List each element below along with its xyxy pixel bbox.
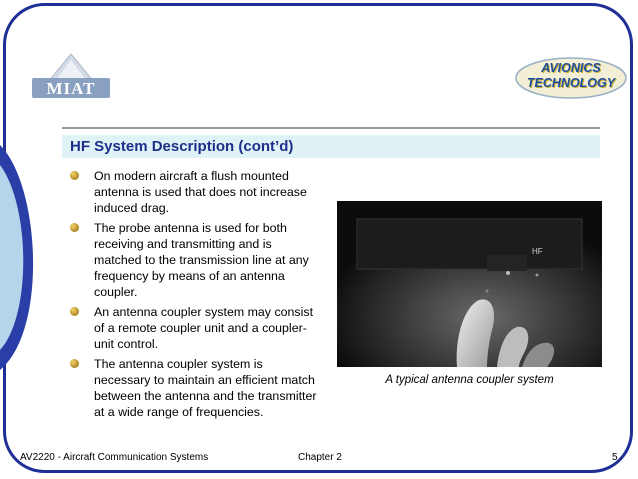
- footer-chapter: Chapter 2: [298, 452, 342, 463]
- badge-line-2: TECHNOLOGY: [526, 76, 616, 90]
- avionics-badge-text: [514, 61, 628, 91]
- panel-label-hf: HF: [532, 247, 543, 256]
- footer-course: AV2220 - Aircraft Communication Systems: [20, 452, 209, 463]
- bullet-item: [70, 168, 320, 216]
- svg-text:MIAT: MIAT: [46, 79, 96, 98]
- bullet-dot-icon: [70, 359, 79, 368]
- bullet-text: On modern aircraft a flush mounted antenna is used that does not increase induced drag.: [94, 169, 307, 215]
- footer-page-number: 5: [612, 452, 618, 463]
- bullet-item: [70, 220, 320, 300]
- bullet-dot-icon: [70, 171, 79, 180]
- badge-line-1: AVIONICS: [541, 61, 601, 75]
- bullet-dot-icon: [70, 223, 79, 232]
- bullet-list: [70, 168, 320, 424]
- left-decorative-band: [0, 145, 46, 370]
- bullet-item: [70, 304, 320, 352]
- antenna-coupler-photo: [337, 201, 602, 367]
- bullet-item: [70, 356, 320, 420]
- bullet-dot-icon: [70, 307, 79, 316]
- miat-logo: [28, 52, 114, 102]
- figure-caption: A typical antenna coupler system: [385, 374, 554, 386]
- title-rule: [62, 127, 600, 129]
- slide-title: HF System Description (cont’d): [70, 138, 294, 155]
- bullet-text: The probe antenna is used for both receiving and transmitting and is matched to the transmission line at any frequency by means of an antenna coupler.: [94, 221, 309, 299]
- bullet-text: The antenna coupler system is necessary to maintain an efficient match between the antenna and the transmitter at a wide range of frequencies.: [94, 357, 317, 419]
- bullet-text: An antenna coupler system may consist of a remote coupler unit and a coupler-unit control.: [94, 305, 314, 351]
